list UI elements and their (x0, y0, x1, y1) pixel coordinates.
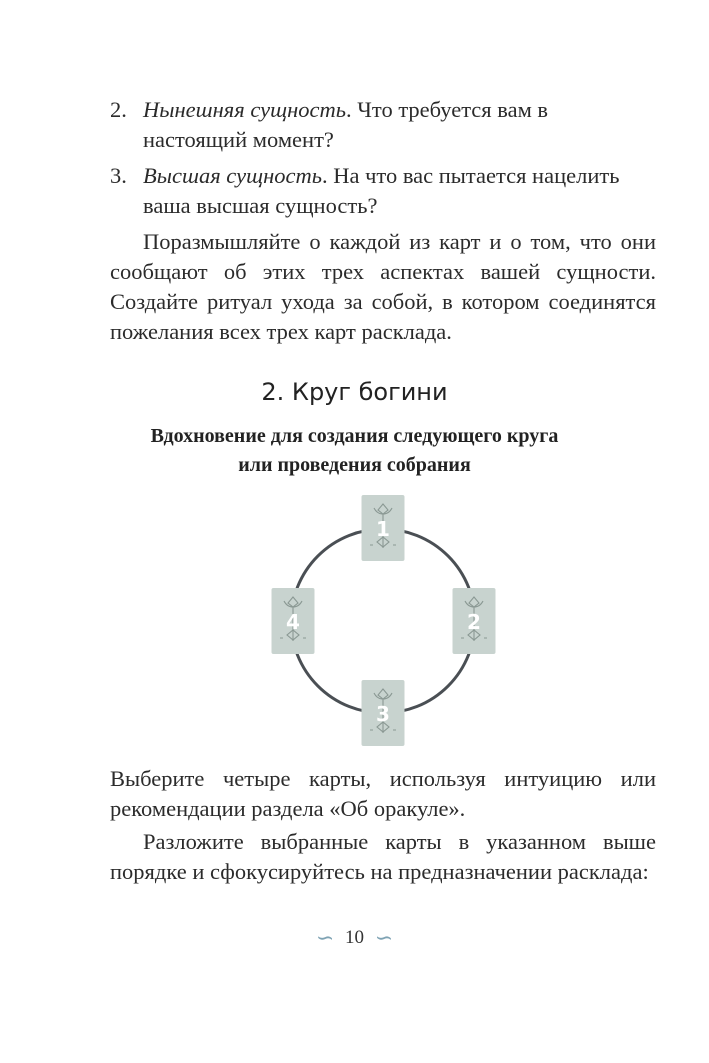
list-number: 2. (110, 97, 127, 122)
swirl-ornament-icon: ∽ (374, 925, 394, 950)
section-subtitle (0, 422, 709, 480)
instruction-paragraph: Выберите четыре карты, используя интуицию или рекомендации раздела «Об оракуле». (110, 766, 656, 821)
spread-card-3 (362, 680, 405, 746)
subtitle-line: или проведения собрания (238, 454, 471, 476)
spread-card-2 (453, 588, 496, 654)
list-term: Высшая сущность (143, 163, 322, 188)
spread-diagram (260, 490, 510, 750)
list-text: . На что вас пытается нацелить ваша высшая сущность? (143, 163, 620, 218)
list-number: 3. (110, 163, 127, 188)
spread-card-4 (272, 588, 315, 654)
list-item (110, 161, 656, 221)
reflection-paragraph: Поразмышляйте о каждой из карт и о том, что они сообщают об этих трех аспектах вашей сущности. Создайте ритуал ухода за собой, в котором соединятся пожелания всех трех карт расклада. (110, 229, 656, 344)
spread-card-1 (362, 495, 405, 561)
card-number: 1 (376, 517, 390, 541)
instruction-paragraph: Разложите выбранные карты в указанном выше порядке и сфокусируйтесь на предназначении расклада: (110, 829, 656, 884)
card-number: 2 (467, 610, 481, 634)
subtitle-line: Вдохновение для создания следующего круга (150, 425, 559, 447)
card-number: 3 (376, 702, 390, 726)
card-number: 4 (286, 610, 300, 634)
page-footer (0, 925, 709, 951)
outro-block (110, 764, 656, 887)
list-text: . Что требуется вам в настоящий момент? (143, 97, 549, 152)
list-item (110, 95, 656, 155)
intro-block (110, 95, 656, 347)
list-term: Нынешняя сущность (143, 97, 347, 122)
section-title: 2. Круг богини (261, 378, 448, 406)
swirl-ornament-icon: ∽ (315, 925, 335, 950)
page-number: 10 (345, 927, 364, 948)
